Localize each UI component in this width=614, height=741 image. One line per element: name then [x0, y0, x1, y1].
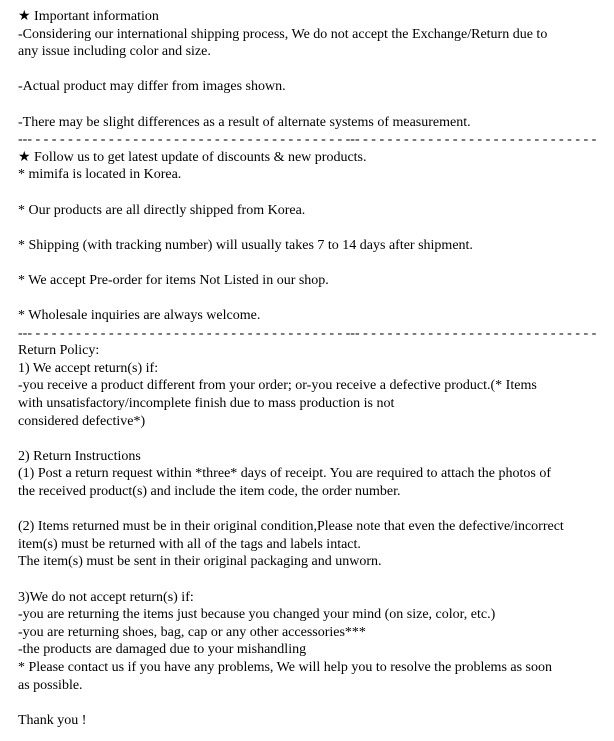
text-line: * Wholesale inquiries are always welcome. [18, 308, 261, 324]
text-line: item(s) must be returned with all of the tags and labels intact. [18, 536, 361, 552]
blank-line [18, 430, 609, 448]
text-line: any issue including color and size. [18, 44, 211, 60]
text-line: -you are returning shoes, bag, cap or any other accessories*** [18, 624, 366, 640]
return-policy-heading: Return Policy: [18, 343, 100, 359]
text-line: -There may be slight differences as a result of alternate systems of measurement. [18, 114, 471, 130]
text-line: (2) Items returned must be in their original condition,Please note that even the defective/incorrect [18, 519, 564, 535]
dashed-separator: --- - - - - - - - - - - - - - - - - - - - - - - - - - - - - - - - - - - - - - - --- - - - - - - - - - - - - - - - - - - - - - - - - - - - - - [18, 325, 597, 341]
blank-line [18, 571, 609, 589]
text-line: -you are returning the items just because you changed your mind (on size, color, etc.) [18, 607, 496, 623]
text-line: with unsatisfactory/incomplete finish due to mass production is not [18, 396, 395, 412]
text-line: (1) Post a return request within *three* days of receipt. You are required to attach the photos of [18, 466, 552, 482]
text-line: considered defective*) [18, 413, 146, 429]
blank-line [18, 694, 609, 712]
text-line: as possible. [18, 677, 83, 693]
text-line: * Our products are all directly shipped from Korea. [18, 202, 306, 218]
text-line: * mimifa is located in Korea. [18, 167, 182, 183]
text-line: -the products are damaged due to your mishandling [18, 642, 307, 658]
text-line: * Please contact us if you have any problems, We will help you to resolve the problems as soon [18, 659, 553, 675]
blank-line [18, 290, 609, 308]
text-line: 3)We do not accept return(s) if: [18, 589, 194, 605]
text-line: The item(s) must be sent in their original packaging and unworn. [18, 554, 382, 570]
blank-line [18, 501, 609, 519]
blank-line [18, 96, 609, 114]
text-line: 1) We accept return(s) if: [18, 360, 159, 376]
text-line: * We accept Pre-order for items Not Listed in our shop. [18, 272, 329, 288]
blank-line [18, 184, 609, 202]
text-line: the received product(s) and include the item code, the order number. [18, 484, 401, 500]
blank-line [18, 254, 609, 272]
text-line: -you receive a product different from your order; or-you receive a defective product.(* Items [18, 378, 537, 394]
text-line: -Actual product may differ from images shown. [18, 79, 286, 95]
return-instructions-heading: 2) Return Instructions [18, 448, 141, 464]
thank-you-line: Thank you ! [18, 712, 87, 728]
text-line: -Considering our international shipping process, We do not accept the Exchange/Return due to [18, 26, 548, 42]
follow-us-heading: ★ Follow us to get latest update of discounts & new products. [18, 149, 367, 165]
text-line: * Shipping (with tracking number) will usually takes 7 to 14 days after shipment. [18, 237, 473, 253]
dashed-separator: --- - - - - - - - - - - - - - - - - - - - - - - - - - - - - - - - - - - - - - - --- - - - - - - - - - - - - - - - - - - - - - - - - - - - - - [18, 132, 597, 148]
important-info-heading: ★ Important information [18, 9, 159, 24]
blank-line [18, 219, 609, 237]
blank-line [18, 61, 609, 79]
